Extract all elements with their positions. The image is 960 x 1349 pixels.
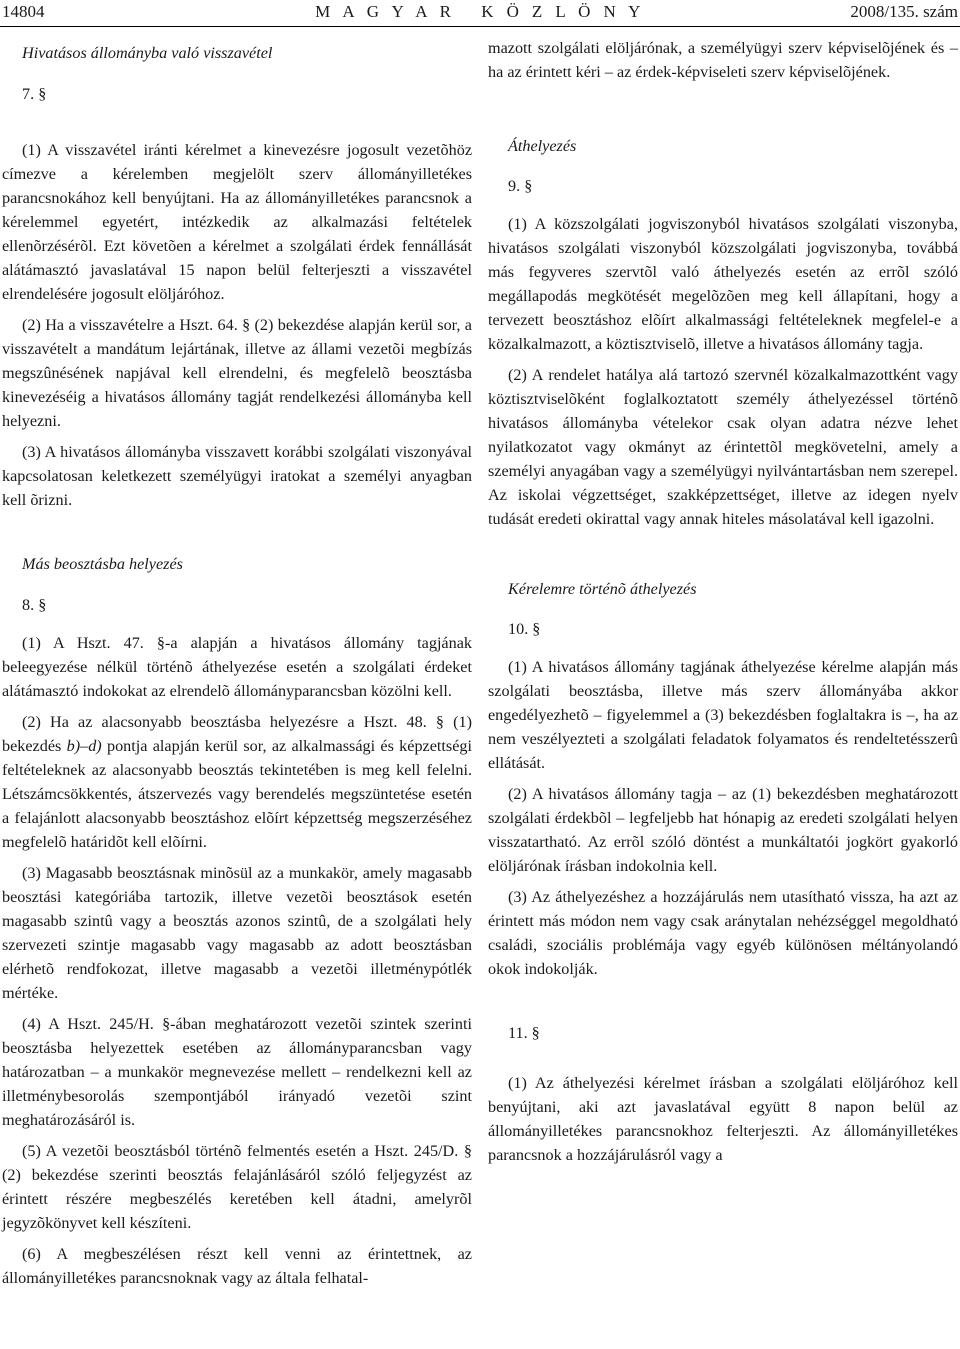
paragraph-8-5: (5) A vezetõi beosztásból történõ felmentés esetén a Hszt. 245/D. § (2) bekezdése szerinti beosztás felajánlásáról szóló feljegyzést az érintett részére megbeszélés keretében kell átadni, amelyrõl jegyzõkönyvet kell készíteni. — [2, 1142, 472, 1232]
page-number: 14804 — [2, 2, 45, 21]
paragraph-8-2-end: pontja alapján kerül sor, az alkalmassági és képzettségi feltételeknek az alacsonyabb beosztás tekintetében is meg kell felelni. Létszámcsökkentés, átszervezés vagy berendelés megszüntetése esetén a felajánlott alacsonyabb beosztáshoz elõírt képzettség megszerzéséhez megfelelõ határidõt kell elõírni. — [2, 737, 472, 851]
paragraph-8-2 — [2, 710, 472, 854]
paragraph-8-6-continued: mazott szolgálati elöljárónak, a személyügyi szerv képviselõjének és – ha az érintett kéri – az érdek-képviseleti szerv képviselõjének. — [488, 39, 958, 81]
paragraph-7-2: (2) Ha a visszavételre a Hszt. 64. § (2) bekezdése alapján kerül sor, a visszavételt a mandátum lejártának, illetve az állami vezetõi megbízás megszûnésének napjával kell elrendelni, és megfelelõ beosztásba kinevezéséig a hivatásos állomány tagját rendelkezési állományba kell helyezni. — [2, 316, 472, 430]
page-header — [0, 0, 960, 27]
left-column — [2, 36, 472, 1297]
paragraph-8-2-points: b)–d) — [66, 737, 102, 755]
paragraph-10-3: (3) Az áthelyezéshez a hozzájárulás nem utasítható vissza, ha azt az érintett más módon nem vagy csak aránytalan nehézséggel megoldható családi, szociális problémája vagy egyéb különösen méltányolandó okok indokolják. — [488, 888, 958, 978]
section-number-7: 7. § — [22, 85, 47, 103]
section-number-9: 9. § — [508, 177, 533, 195]
section-heading-kerelemre: Kérelemre történõ áthelyezés — [508, 580, 697, 598]
paragraph-8-3: (3) Magasabb beosztásnak minõsül az a munkakör, amely magasabb beosztási kategóriába tartozik, illetve vezetõi beosztások esetén magasabb szintû vagy a beosztás azonos szintû, de a szolgálati hely szervezeti szintje magasabb vagy magasabb az adott beosztásban elérhetõ rendfokozat, illetve magasabb a vezetõi illetménypótlék mértéke. — [2, 864, 472, 1002]
paragraph-7-1: (1) A visszavétel iránti kérelmet a kinevezésre jogosult vezetõhöz címezve a kérelemben megjelölt szerv állományilletékes parancsnokához kell benyújtani. Ha az állományilletékes parancsnok a kérelemmel egyetért, intézkedik az alkalmazási feltételek ellenõrzésérõl. Ezt követõen a kérelmet a szolgálati érdek fennállását alátámasztó javaslatával 15 napon belül felterjeszti a visszavétel elrendelésére jogosult elöljáróhoz. — [2, 141, 472, 303]
section-number-8: 8. § — [22, 596, 47, 614]
journal-title: M A G Y A R K Ö Z L Ö N Y — [315, 2, 645, 21]
paragraph-10-1: (1) A hivatásos állomány tagjának áthelyezése kérelme alapján más szolgálati beosztásba, illetve más szerv állományába akkor engedélyezhetõ – figyelemmel a (3) bekezdésben foglaltakra is –, ha az nem veszélyezteti a szolgálati feladatok folyamatos és rendeltetésszerû ellátását. — [488, 658, 958, 772]
section-heading-visszavetel: Hivatásos állományba való visszavétel — [22, 44, 273, 62]
paragraph-8-6: (6) A megbeszélésen részt kell venni az érintettnek, az állományilletékes parancsnoknak vagy az általa felhatal- — [2, 1245, 472, 1287]
issue-number: 2008/135. szám — [850, 2, 958, 21]
right-column — [488, 36, 958, 1174]
paragraph-8-1: (1) A Hszt. 47. §-a alapján a hivatásos állomány tagjának beleegyezése nélkül történõ áthelyezése esetén a szolgálati érdeket alátámasztó indokokat az elrendelõ állományparancsban közölni kell. — [2, 634, 472, 700]
section-number-11: 11. § — [508, 1024, 540, 1042]
paragraph-8-4: (4) A Hszt. 245/H. §-ában meghatározott vezetõi szintek szerinti beosztásba helyezettek esetében az állományparancsban vagy határozatban – a munkakör megnevezése mellett – rendelkezni kell az illetménybesorolás szempontjából irányadó vezetõi szint meghatározásáról is. — [2, 1015, 472, 1129]
paragraph-11-1: (1) Az áthelyezési kérelmet írásban a szolgálati elöljáróhoz kell benyújtani, aki azt javaslatával együtt 8 napon belül az állományilletékes parancsnokhoz felterjeszti. Az állományilletékes parancsnok a hozzájárulásról vagy a — [488, 1074, 958, 1164]
section-number-10: 10. § — [508, 620, 541, 638]
paragraph-9-2: (2) A rendelet hatálya alá tartozó szervnél közalkalmazottként vagy köztisztviselõként foglalkoztatott személy áthelyezéssel történõ hivatásos állományba vételekor csak olyan adatra nézve lehet nyilatkozatot vagy okmányt az érintettõl megkövetelni, amely a személyi anyagában vagy a személyügyi nyilvántartásban nem szerepel. Az iskolai végzettséget, szakképzettséget, illetve az idegen nyelv tudását eredeti okirattal vagy annak hiteles másolatával kell igazolni. — [488, 366, 958, 528]
paragraph-10-2: (2) A hivatásos állomány tagja – az (1) bekezdésben meghatározott szolgálati érdekbõl – legfeljebb hat hónapig az eredeti szolgálati helyen visszatartható. Az errõl szóló döntést a munkáltatói jogkört gyakorló elöljárónak írásban indokolnia kell. — [488, 785, 958, 875]
paragraph-9-1: (1) A közszolgálati jogviszonyból hivatásos szolgálati viszonyba, hivatásos szolgálati viszonyból közszolgálati jogviszonyba, továbbá más fegyveres szervtõl való áthelyezés esetén az errõl szóló megállapodás megkötését megelõzõen meg kell állapítani, hogy a tervezett beosztáshoz elõírt alkalmassági feltételeknek megfelel-e a közalkalmazott, a köztisztviselõ, illetve a hivatásos állomány tagja. — [488, 215, 958, 353]
section-heading-athelyezes: Áthelyezés — [508, 137, 577, 155]
paragraph-8-2-start: (2) Ha az alacsonyabb beosztásba helyezésre a Hszt. 48. § (1) bekezdés — [2, 713, 472, 755]
paragraph-7-3: (3) A hivatásos állományba visszavett korábbi szolgálati viszonyával kapcsolatosan keletkezett személyügyi iratokat a személyi anyagban kell õrizni. — [2, 443, 472, 509]
section-heading-mas-beosztas: Más beosztásba helyezés — [22, 555, 183, 573]
